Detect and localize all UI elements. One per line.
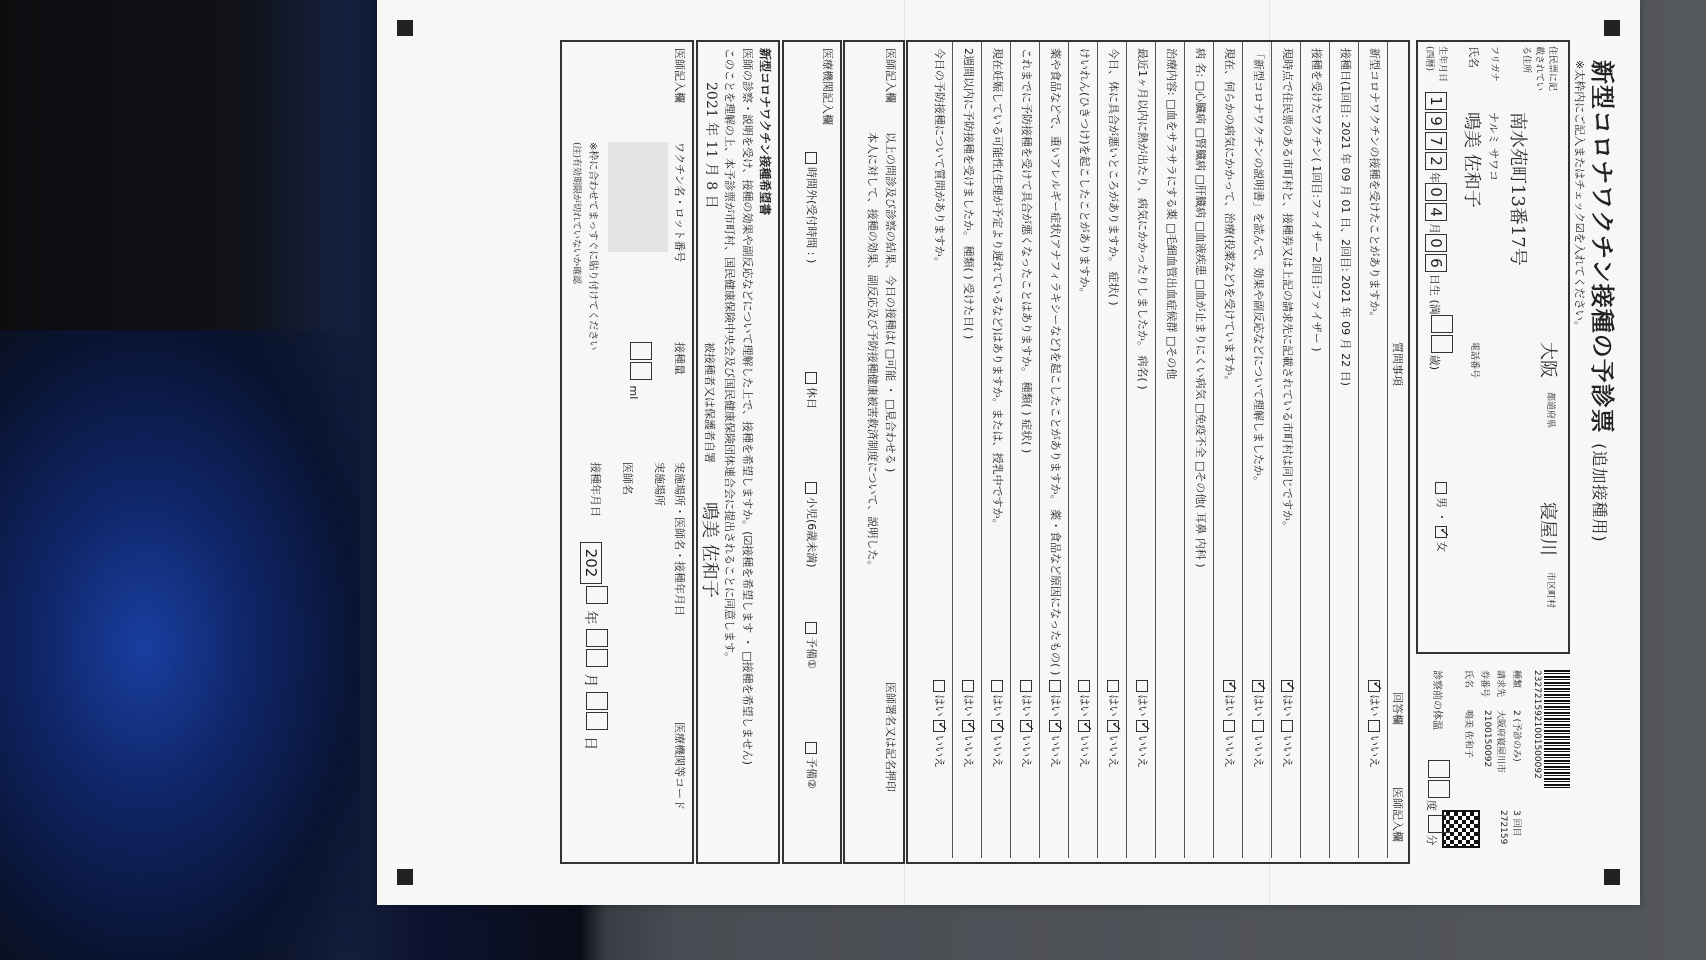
question-text: 「新型コロナワクチンの説明書」を読んで、効果や副反応などについて理解しましたか。	[1252, 48, 1265, 488]
sex-female-checkbox[interactable]	[1435, 526, 1447, 538]
registration-mark	[397, 20, 413, 36]
sex-male-label: 男	[1435, 497, 1448, 508]
temp-field[interactable]	[1424, 760, 1450, 846]
birth-digit: 0	[1425, 234, 1447, 252]
form-title	[1587, 60, 1622, 543]
answer-no-label: いいえ	[1049, 735, 1062, 768]
answer-no-label: いいえ	[1223, 735, 1236, 768]
answer-yes-label: はい	[1252, 694, 1265, 717]
answer-no-label: いいえ	[933, 735, 946, 768]
person-value: 鳴美 佐和子	[1463, 710, 1473, 758]
hours-opt5[interactable]	[804, 742, 820, 789]
dose-digit	[630, 362, 652, 380]
year-unit: 年	[582, 610, 598, 625]
answer-yes-label: はい	[1107, 694, 1120, 717]
birth-digit: 0	[1425, 183, 1447, 201]
answer-options[interactable]	[961, 680, 977, 769]
sex-options[interactable]: 男 ・ ✓女	[1434, 482, 1450, 552]
column-header-answer: 回答欄	[1391, 692, 1404, 725]
barcode	[1544, 670, 1570, 790]
answer-yes-checkbox[interactable]	[933, 680, 945, 692]
sex-male-checkbox[interactable]	[1435, 482, 1447, 494]
hours-opt5-label: 予備②	[805, 757, 818, 789]
hours-section	[782, 40, 842, 864]
consent-text1: 医師の診察・説明を受け、接種の効果や副反応などについて理解した上で、接種を希望しますか。(☑接種を希望します ・ □接種を希望しません)	[741, 48, 754, 765]
birth-year-sep: 年	[1428, 172, 1441, 183]
registration-mark	[1604, 869, 1620, 885]
doctor-section-label: 医師記入欄	[884, 48, 897, 103]
hours-opt4[interactable]	[804, 622, 820, 669]
question-text: けいれん(ひきつけ)を起こしたことがありますか。	[1078, 48, 1091, 299]
doctor-name-label: 医師名	[621, 462, 634, 495]
answer-no-label: いいえ	[1252, 735, 1265, 768]
question-text: 最近1ヶ月以内に熱が出たり、病気にかかったりしましたか。 病名( )	[1136, 48, 1149, 390]
hours-label: 医療機関記入欄	[821, 48, 834, 125]
question-row	[1155, 42, 1185, 858]
answer-yes-checkbox[interactable]	[1136, 680, 1148, 692]
answer-no-label: いいえ	[991, 735, 1004, 768]
consent-section	[696, 40, 780, 864]
birth-label: 生年月日(西暦)	[1424, 46, 1447, 83]
city-value[interactable]: 寝屋川	[1537, 502, 1558, 556]
question-row	[1271, 42, 1301, 858]
answer-options[interactable]	[1048, 680, 1064, 769]
question-text: 接種日(1回目: 2021 年 09 月 01 日、2回目: 2021 年 09 月 22 日)	[1339, 48, 1352, 386]
column-header-doctor: 医師記入欄	[1391, 787, 1404, 842]
question-row	[952, 42, 982, 858]
age-digit	[1431, 315, 1453, 333]
answer-yes-label: はい	[1368, 694, 1381, 717]
lot-sticker-area[interactable]	[608, 142, 668, 252]
hours-opt2[interactable]	[804, 372, 820, 409]
question-row	[1010, 42, 1040, 858]
answer-yes-label: はい	[991, 694, 1004, 717]
phone-label: 電話番号	[1469, 342, 1479, 379]
place-label: 実施場所	[653, 462, 666, 506]
temp-digit	[1428, 760, 1450, 778]
number-label: 券番号	[1479, 670, 1489, 698]
temp-label: 診察前の体温	[1431, 670, 1442, 730]
name-value[interactable]: 鳴美 佐和子	[1461, 112, 1482, 208]
temp-unit-deg: 度	[1425, 800, 1438, 811]
age-digit	[1431, 335, 1453, 353]
voucher-panel	[1420, 660, 1570, 870]
answer-yes-checkbox[interactable]	[1223, 680, 1235, 692]
month-digit	[586, 649, 608, 667]
month-digit	[586, 629, 608, 647]
day-digit	[586, 712, 608, 730]
answer-yes-checkbox[interactable]	[991, 680, 1003, 692]
temp-digit	[1428, 780, 1450, 798]
question-text: 現在、何らかの病気にかかって、治療(投薬など)を受けていますか。	[1223, 48, 1236, 387]
hours-checkbox[interactable]	[805, 742, 817, 754]
answer-options[interactable]	[1019, 680, 1035, 769]
question-text: 現在妊娠している可能性(生理が予定より遅れているなど)はありますか。または、授乳中ですか。	[991, 48, 1004, 530]
hours-checkbox[interactable]	[805, 372, 817, 384]
answer-yes-checkbox[interactable]	[1020, 680, 1032, 692]
barcode-number: 2327215921001500092	[1532, 670, 1542, 779]
dose-field[interactable]	[627, 342, 652, 399]
hours-checkbox[interactable]	[805, 622, 817, 634]
document-rotated-content	[377, 0, 1640, 905]
answer-no-checkbox[interactable]	[1136, 720, 1148, 732]
place-section-label: 実施場所・医師名・接種年月日	[673, 462, 686, 616]
question-text: これまでに予防接種を受けて具合が悪くなったことはありますか。 種類( ) 症状( )	[1020, 48, 1033, 454]
answer-yes-label: はい	[933, 694, 946, 717]
form-title-text: 新型コロナワクチン接種の予診票	[1588, 60, 1616, 434]
form-instruction: ※太枠内にご記入またはチェック☑を入れてください。	[1573, 60, 1586, 332]
answer-no-label: いいえ	[962, 735, 975, 768]
answer-options[interactable]	[1222, 680, 1238, 769]
registration-mark	[397, 869, 413, 885]
consent-date[interactable]: 2021 年 11 月 8 日	[703, 82, 719, 209]
column-header-question: 質問事項	[1391, 342, 1404, 386]
answer-options[interactable]	[1367, 680, 1383, 769]
hours-opt3-label: 小児(6歳未満)	[805, 497, 818, 568]
vaccination-date[interactable]	[580, 542, 608, 750]
question-row	[1184, 42, 1214, 858]
year-digit	[586, 586, 608, 604]
answer-no-label: いいえ	[1281, 735, 1294, 768]
kind-label: 種類	[1511, 670, 1521, 689]
answer-options[interactable]	[1280, 680, 1296, 769]
birth-digit: 1	[1425, 92, 1447, 110]
doctor-section-text: 以上の問診及び診察の結果、今日の接種は( □可能 ・ □見合わせる )	[884, 132, 897, 473]
year-prefix: 202	[580, 542, 602, 584]
answer-options[interactable]	[990, 680, 1006, 769]
questions-table	[906, 40, 1410, 864]
lot-note: ※枠に合わせてまっすぐに貼り付けてください	[587, 142, 598, 351]
answer-no-checkbox[interactable]	[1252, 720, 1264, 732]
answer-yes-label: はい	[1078, 694, 1091, 717]
answer-options[interactable]	[1077, 680, 1093, 769]
answer-yes-checkbox[interactable]	[1049, 680, 1061, 692]
birth-digit: 9	[1425, 112, 1447, 130]
answer-no-label: いいえ	[1107, 735, 1120, 768]
answer-options[interactable]	[932, 680, 948, 769]
question-row	[1329, 42, 1359, 858]
birth-digit: 2	[1425, 152, 1447, 170]
answer-yes-label: はい	[1136, 694, 1149, 717]
hours-opt1-label: 時間外(受付時間 : )	[805, 167, 818, 264]
prefecture-value[interactable]: 大阪	[1537, 342, 1558, 378]
answer-no-checkbox[interactable]	[1223, 720, 1235, 732]
answer-yes-label: はい	[1281, 694, 1294, 717]
question-row	[981, 42, 1011, 858]
question-text: 現時点で住民票のある市町村と、接種券又は上記の請求先に記載されている市町村は同じですか。	[1281, 48, 1294, 532]
doctor-section-text2: 本人に対して、接種の効果、副反応及び予防接種健康被害救済制度について、説明した。	[866, 132, 879, 572]
vaccination-date-label: 接種年月日	[589, 462, 602, 517]
hours-opt4-label: 予備①	[805, 637, 818, 669]
prefecture-suffix: 都道府県	[1545, 392, 1555, 429]
answer-no-checkbox[interactable]	[933, 720, 945, 732]
answer-no-checkbox[interactable]	[1368, 720, 1380, 732]
birth-month-sep: 月	[1428, 223, 1441, 234]
question-row	[1068, 42, 1098, 858]
answer-no-checkbox[interactable]	[1020, 720, 1032, 732]
birth-date[interactable]	[1425, 92, 1453, 370]
answer-no-checkbox[interactable]	[991, 720, 1003, 732]
question-row	[1097, 42, 1127, 858]
answer-yes-label: はい	[962, 694, 975, 717]
answer-yes-checkbox[interactable]	[1368, 680, 1380, 692]
age-prefix: (満	[1428, 299, 1441, 315]
answer-no-label: いいえ	[1020, 735, 1033, 768]
birth-digit: 7	[1425, 132, 1447, 150]
answer-yes-checkbox[interactable]	[1281, 680, 1293, 692]
question-text: 病 名: □心臓病 □腎臓病 □肝臓病 □血液疾患 □血が止まりにくい病気 □免疫不全 □その他( 耳鼻 内科 )	[1194, 48, 1207, 568]
name-label: 氏名	[1467, 46, 1480, 68]
age-suffix: 歳)	[1428, 354, 1441, 371]
question-row	[1358, 42, 1388, 858]
answer-options[interactable]	[1106, 680, 1122, 769]
question-text: 新型コロナワクチンの接種を受けたことがありますか。	[1368, 48, 1381, 323]
question-text: 今日の予防接種について質問がありますか。	[933, 48, 946, 268]
answer-no-checkbox[interactable]	[1078, 720, 1090, 732]
furigana-value[interactable]: ナルミ サワコ	[1487, 112, 1500, 181]
personal-info-box	[1416, 40, 1570, 654]
furigana-label: フリガナ	[1489, 46, 1499, 82]
code-value: 272159	[1498, 810, 1508, 845]
answer-options[interactable]	[1251, 680, 1267, 769]
sex-female-label: 女	[1435, 541, 1448, 552]
dose-digit	[630, 342, 652, 360]
lot-note2: (注)有効期限が切れていないか確認	[571, 142, 581, 285]
answer-no-label: いいえ	[1078, 735, 1091, 768]
question-row	[1242, 42, 1272, 858]
answer-yes-checkbox[interactable]	[1078, 680, 1090, 692]
question-text: 2週間以内に予防接種を受けましたか。 種類( ) 受けた日( )	[962, 48, 975, 340]
question-row	[923, 42, 953, 858]
birth-day-sep: 日生	[1428, 274, 1441, 296]
birth-digit: 4	[1425, 203, 1447, 221]
answer-no-checkbox[interactable]	[1049, 720, 1061, 732]
number-value: 2100150092	[1482, 710, 1492, 768]
answer-yes-label: はい	[1223, 694, 1236, 717]
round-value: 3 回目	[1511, 810, 1521, 837]
doctor-section	[843, 40, 905, 864]
registration-mark	[1604, 20, 1620, 36]
answer-no-checkbox[interactable]	[1281, 720, 1293, 732]
background-cloth	[0, 330, 360, 960]
temp-digit	[1428, 815, 1450, 833]
request-value: 大阪府寝屋川市	[1495, 710, 1505, 774]
dose-label: 接種量	[673, 342, 686, 375]
answer-yes-checkbox[interactable]	[962, 680, 974, 692]
hours-checkbox[interactable]	[805, 482, 817, 494]
question-text: 今日、体に具合が悪いところがありますか。 症状( )	[1107, 48, 1120, 306]
answer-yes-checkbox[interactable]	[1107, 680, 1119, 692]
answer-no-checkbox[interactable]	[1107, 720, 1119, 732]
consent-signer-label: 被接種者又は保護者自署	[703, 342, 716, 463]
question-text: 接種を受けたワクチン( 1回目:ファイザー 2回目:ファイザー )	[1310, 48, 1323, 352]
question-row	[1126, 42, 1156, 858]
question-text: 薬や食品などで、重いアレルギー症状(アナフィラキシーなど)を起こしたことがありますか。 薬・食品など原因になったもの( )	[1049, 48, 1062, 676]
hours-opt2-label: 休日	[805, 387, 818, 409]
day-unit: 日	[582, 736, 598, 751]
month-unit: 月	[582, 673, 598, 688]
form-title-suffix: (追加接種用)	[1590, 443, 1609, 543]
kind-value: 2 (予診のみ)	[1511, 710, 1521, 762]
question-row	[1213, 42, 1243, 858]
question-text: 治療内容: □血をサラサラにする薬 □毛細血管出血症候群 □その他	[1165, 48, 1178, 380]
answer-yes-checkbox[interactable]	[1252, 680, 1264, 692]
question-row	[1039, 42, 1069, 858]
lot-label: ワクチン名・ロット番号	[673, 142, 686, 263]
consent-title: 新型コロナワクチン接種希望書	[758, 48, 772, 216]
answer-yes-label: はい	[1020, 694, 1033, 717]
answer-no-checkbox[interactable]	[962, 720, 974, 732]
vaccine-section	[560, 40, 694, 864]
dose-unit: ml	[627, 385, 640, 400]
answer-yes-label: はい	[1049, 694, 1062, 717]
institution-code-label: 医療機関等コード	[673, 722, 686, 810]
answer-no-label: いいえ	[1368, 735, 1381, 768]
document-sheet	[377, 0, 1640, 905]
city-suffix: 市区町村	[1545, 572, 1555, 609]
address-label: 住民票に記載されている住所	[1521, 46, 1557, 92]
vaccine-left-label: 医師記入欄	[673, 48, 686, 103]
consent-text2: このことを理解の上、本予診票が市町村、国民健康保険中央会及び国民健康保険団体連合会に提出されることに同意します。	[723, 48, 736, 664]
consent-signer[interactable]: 鳴美 佐和子	[699, 502, 720, 598]
request-label: 請求先	[1495, 670, 1505, 698]
birth-digit: 6	[1425, 254, 1447, 272]
answer-options[interactable]	[1135, 680, 1151, 769]
hours-opt1[interactable]	[804, 152, 820, 263]
hours-opt3[interactable]	[804, 482, 820, 568]
doctor-sign-label: 医師署名又は記名押印	[884, 682, 897, 792]
answer-no-label: いいえ	[1136, 735, 1149, 768]
question-row	[1300, 42, 1330, 858]
temp-unit-min: 分	[1425, 834, 1438, 846]
hours-checkbox[interactable]	[805, 152, 817, 164]
street-value[interactable]: 南水苑町13番17号	[1507, 112, 1528, 266]
person-label: 氏名	[1463, 670, 1473, 689]
day-digit	[586, 692, 608, 710]
